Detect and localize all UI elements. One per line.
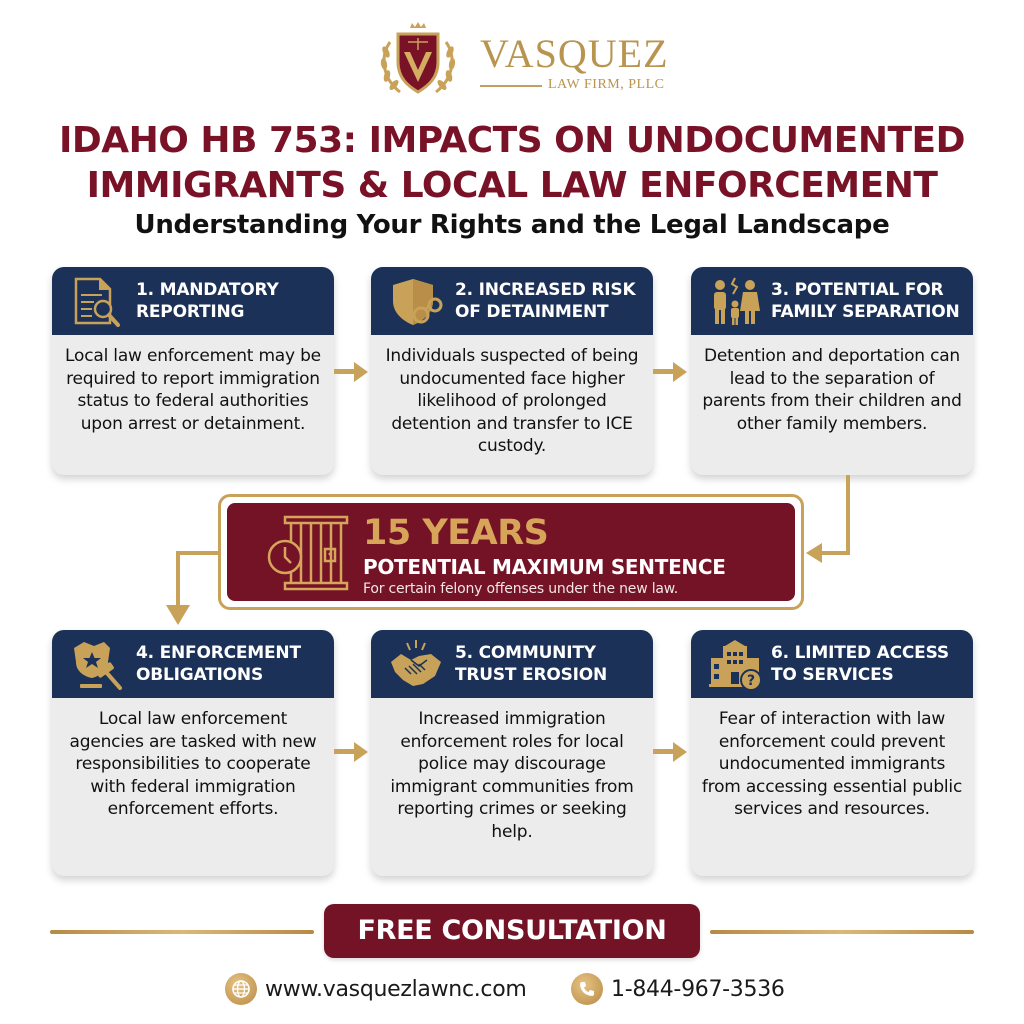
handshake-icon xyxy=(389,638,443,692)
card-title-line-1: 6. LIMITED ACCESS xyxy=(771,643,949,663)
card-header xyxy=(52,267,334,335)
max-sentence-banner xyxy=(218,494,804,610)
card-body: Local law enforcement agencies are tasked with new responsibilities to cooperate with federal immigration enforcement efforts. xyxy=(69,709,317,819)
card-enforcement-obligations xyxy=(52,630,334,876)
website-text: www.vasquezlawnc.com xyxy=(265,976,527,1002)
card-increased-risk-of-detainment xyxy=(371,267,653,475)
card-title-line-1: 4. ENFORCEMENT xyxy=(136,643,301,663)
card-body: Detention and deportation can lead to the separation of parents from their children and other family members. xyxy=(702,346,962,434)
arrow-right-icon xyxy=(334,741,370,763)
title-line-1: IDAHO HB 753: IMPACTS ON UNDOCUMENTED xyxy=(58,120,966,161)
arrow-right-icon xyxy=(653,741,689,763)
card-header xyxy=(691,630,973,698)
card-header xyxy=(52,630,334,698)
card-community-trust-erosion xyxy=(371,630,653,876)
card-limited-access-to-services xyxy=(691,630,973,876)
card-title-line-2: OF DETAINMENT xyxy=(455,302,609,322)
arrow-right-icon xyxy=(334,361,370,383)
phone-text: 1-844-967-3536 xyxy=(611,976,785,1002)
card-header xyxy=(371,630,653,698)
globe-icon xyxy=(225,973,257,1005)
phone-icon xyxy=(571,973,603,1005)
title-line-2: IMMIGRANTS & LOCAL LAW ENFORCEMENT xyxy=(86,165,938,206)
card-title-line-2: OBLIGATIONS xyxy=(136,665,264,685)
jail-cell-clock-icon xyxy=(265,513,349,593)
sentence-label: POTENTIAL MAXIMUM SENTENCE xyxy=(363,555,726,579)
sentence-years: 15 YEARS xyxy=(363,513,549,553)
free-consultation-button[interactable]: FREE CONSULTATION xyxy=(324,904,700,958)
card-body: Fear of interaction with law enforcement could prevent undocumented immigrants from accessing essential public services and resources. xyxy=(701,709,963,819)
card-body: Increased immigration enforcement roles for local police may discourage immigrant communities from reporting crimes or seeking help. xyxy=(390,709,634,842)
card-title-line-1: 2. INCREASED RISK xyxy=(455,280,636,300)
card-mandatory-reporting xyxy=(52,267,334,475)
firm-logo xyxy=(376,22,669,100)
svg-text:?: ? xyxy=(746,673,756,689)
card-family-separation xyxy=(691,267,973,475)
connector-arrow-to-banner-icon xyxy=(800,475,860,565)
document-magnifier-icon xyxy=(70,275,124,329)
firm-name: VASQUEZ xyxy=(480,31,669,76)
card-body: Individuals suspected of being undocumented face higher likelihood of prolonged detention and transfer to ICE custody. xyxy=(385,346,639,456)
card-title xyxy=(136,279,328,323)
card-body: Local law enforcement may be required to report immigration status to federal authorities upon arrest or detainment. xyxy=(65,346,321,434)
footer-divider-left xyxy=(50,930,314,934)
page-title xyxy=(0,118,1024,208)
card-title-line-2: TO SERVICES xyxy=(771,665,894,685)
connector-arrow-from-banner-icon xyxy=(160,545,224,627)
card-title-line-2: FAMILY SEPARATION xyxy=(771,302,960,322)
card-title xyxy=(136,642,328,686)
card-header xyxy=(691,267,973,335)
card-title-line-2: TRUST EROSION xyxy=(455,665,608,685)
footer-divider-right xyxy=(710,930,974,934)
page-subtitle: Understanding Your Rights and the Legal Landscape xyxy=(134,210,890,240)
crest-shield-laurel-icon xyxy=(376,22,460,100)
card-title-line-1: 1. MANDATORY xyxy=(136,280,279,300)
banner-inner xyxy=(227,503,795,601)
card-title xyxy=(455,642,647,686)
phone-link[interactable] xyxy=(571,972,785,1006)
card-title xyxy=(455,279,647,323)
website-link[interactable] xyxy=(225,972,527,1006)
card-title xyxy=(771,642,967,686)
sentence-note: For certain felony offenses under the new law. xyxy=(363,581,678,597)
card-title-line-2: REPORTING xyxy=(136,302,245,322)
shield-handcuffs-icon xyxy=(389,275,443,329)
card-title xyxy=(771,279,967,323)
card-title-line-1: 5. COMMUNITY xyxy=(455,643,596,663)
arrow-right-icon xyxy=(653,361,689,383)
family-separation-icon xyxy=(709,275,763,329)
logo-divider xyxy=(480,85,542,87)
card-header xyxy=(371,267,653,335)
building-question-icon xyxy=(709,638,763,692)
badge-gavel-icon xyxy=(70,638,124,692)
card-title-line-1: 3. POTENTIAL FOR xyxy=(771,280,944,300)
firm-subtitle: LAW FIRM, PLLC xyxy=(548,77,665,92)
